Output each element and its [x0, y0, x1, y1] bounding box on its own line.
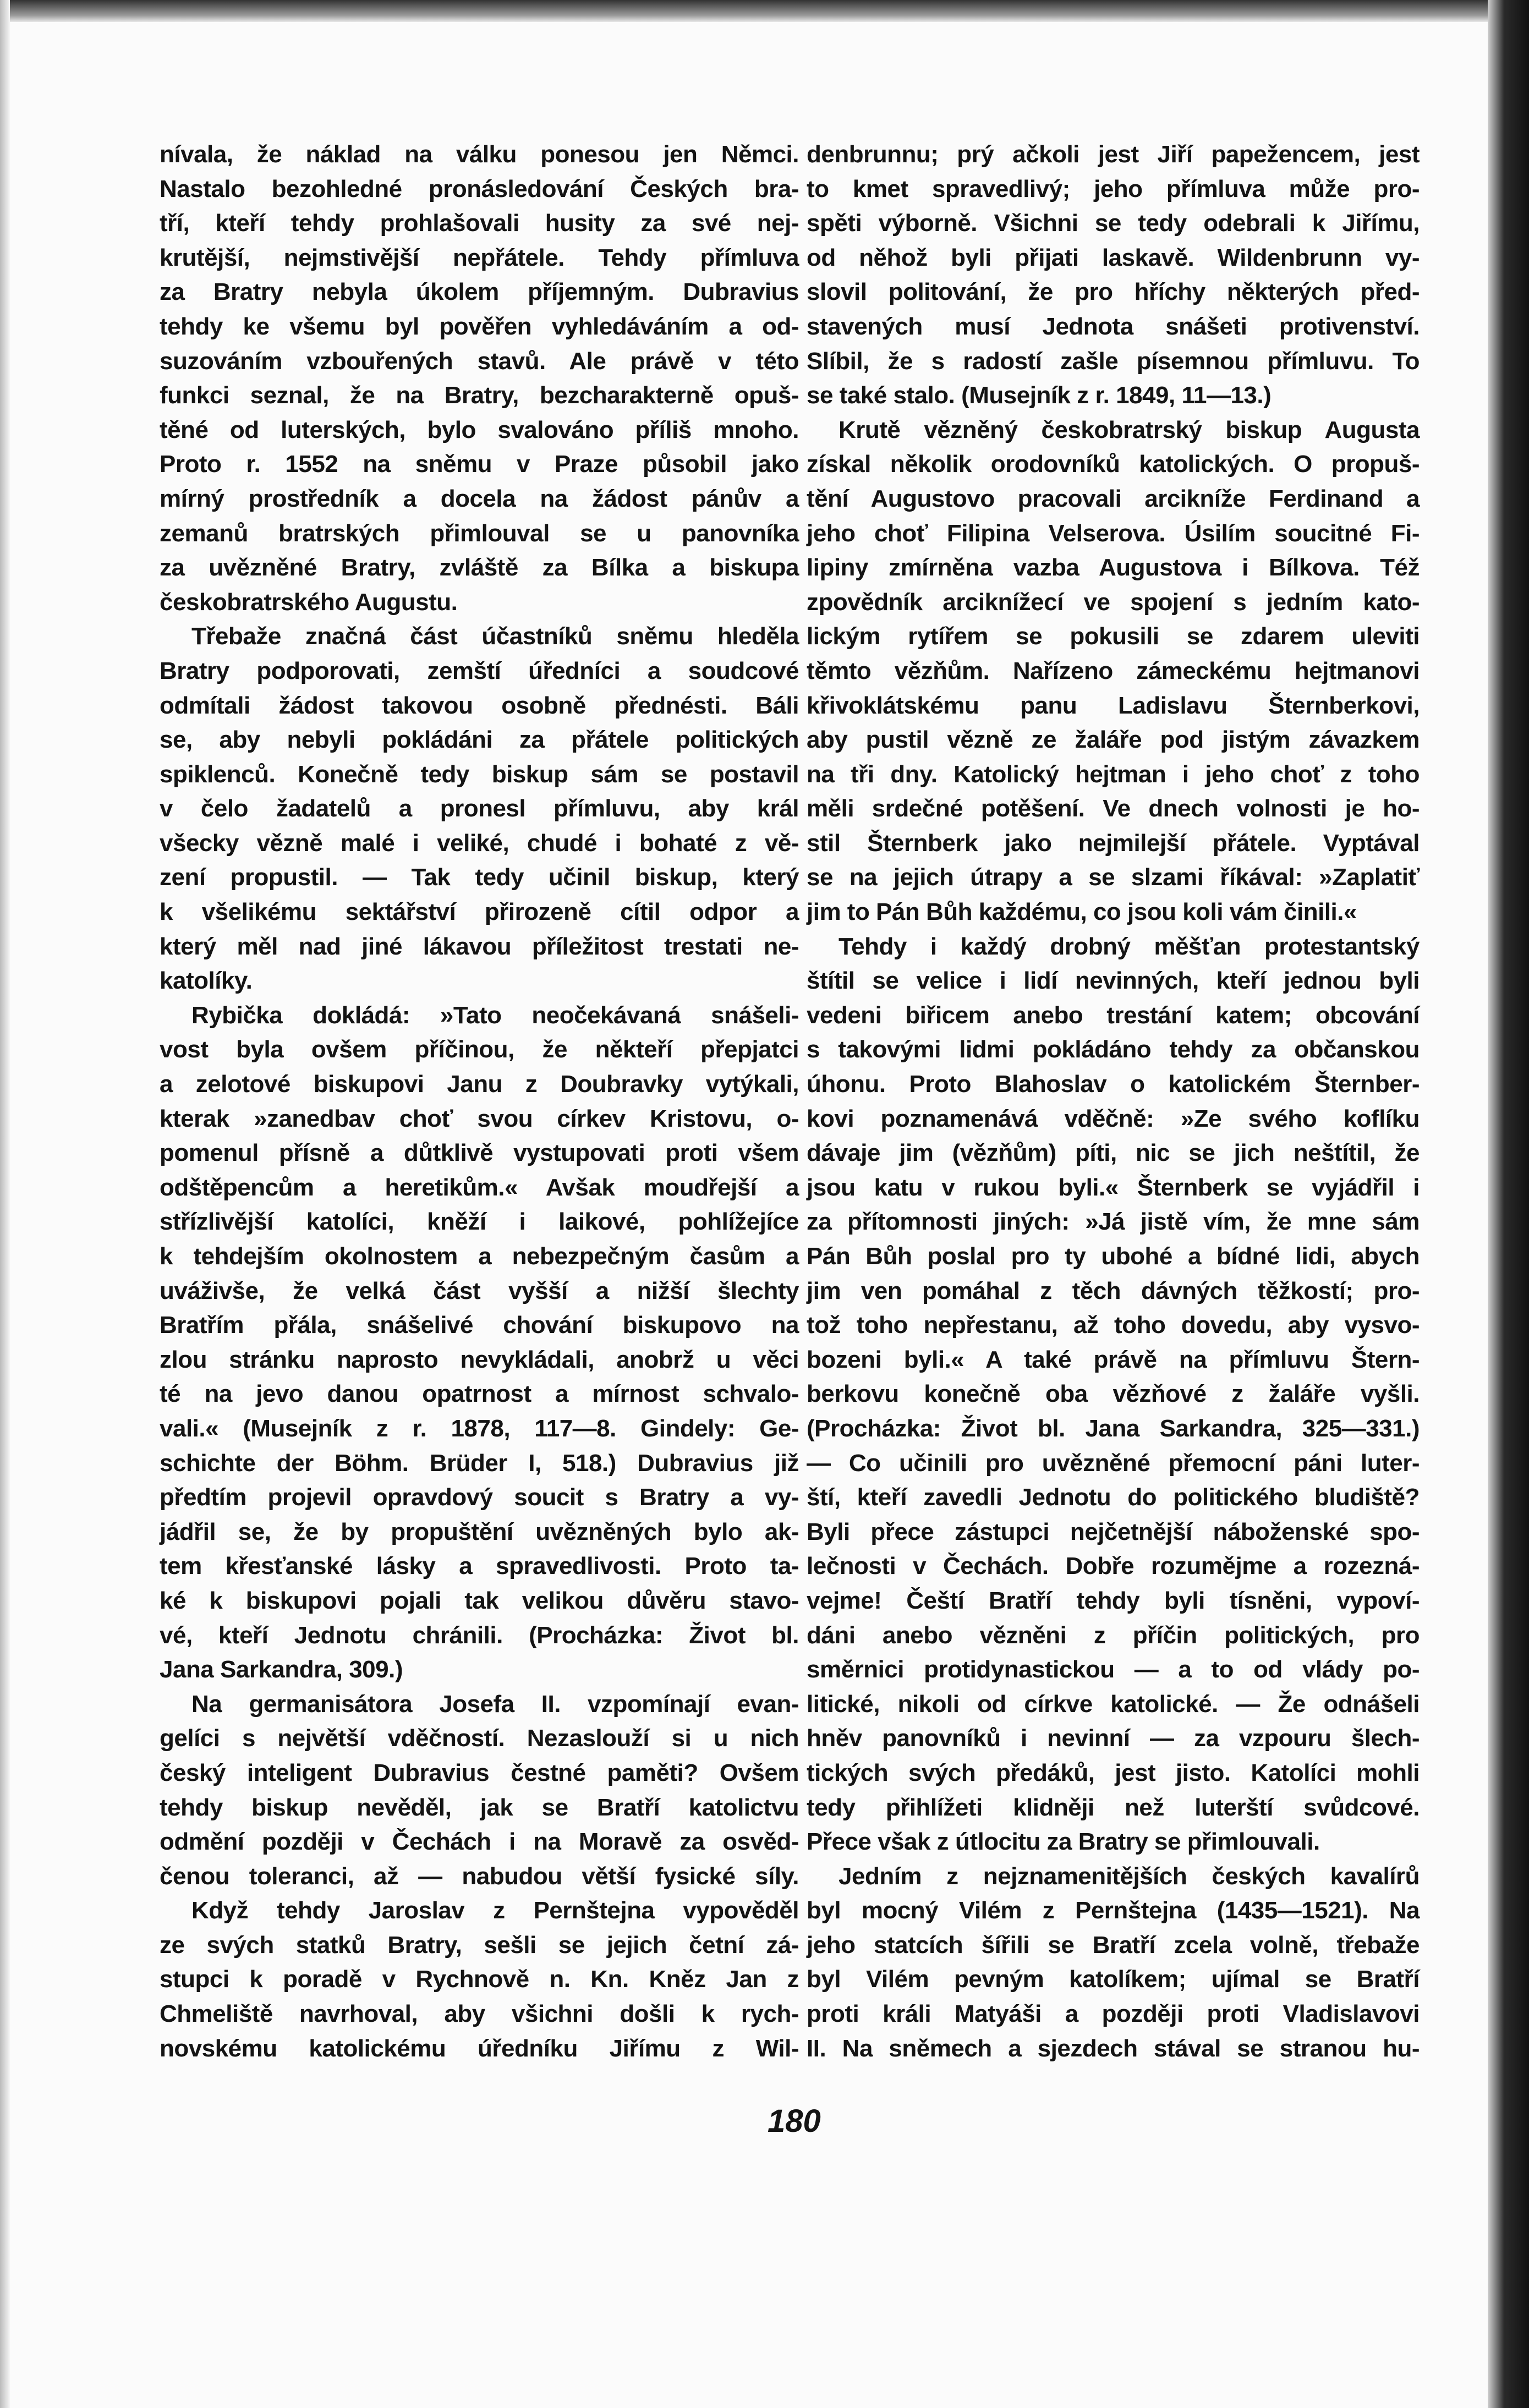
left-text-column — [160, 138, 799, 2066]
text-line: k tehdejším okolnostem a nebezpečným časům a — [160, 1243, 799, 1270]
text-line: Pán Bůh poslal pro ty ubohé a bídné lidi, abych — [807, 1243, 1420, 1270]
text-line: suzováním vzbouřených stavů. Ale právě v této — [160, 347, 799, 375]
text-line: vejme! Čeští Bratří tehdy byli tísněni, vypoví- — [807, 1587, 1420, 1614]
text-line: předtím projevil opravdový soucit s Bratry a vy- — [160, 1484, 799, 1511]
text-line: odmění později v Čechách i na Moravě za osvěd- — [160, 1828, 799, 1856]
text-line: zpovědník arciknížecí ve spojení s jedním kato- — [807, 588, 1420, 616]
text-line: dáni anebo vězněni z příčin politických, pro — [807, 1621, 1420, 1649]
text-line: úhonu. Proto Blahoslav o katolickém Šternber- — [807, 1071, 1420, 1098]
text-line: to kmet spravedlivý; jeho přímluva může pro- — [807, 175, 1420, 202]
text-line: vé, kteří Jednotu chránili. (Procházka: Život bl. — [160, 1621, 799, 1649]
text-line: gelíci s největší vděčností. Nezaslouží si u nich — [160, 1725, 799, 1752]
text-line: (Procházka: Život bl. Jana Sarkandra, 325—331.) — [807, 1414, 1420, 1442]
text-line: jeho choť Filipina Velserova. Úsilím soucitné Fi- — [807, 519, 1420, 547]
text-line: se, aby nebyli pokládáni za přátele politických — [160, 726, 799, 754]
text-line: Rybička dokládá: »Tato neočekávaná snášeli- — [191, 1001, 799, 1029]
text-line: od něhož byli přijati laskavě. Wildenbrunn vy- — [807, 244, 1420, 271]
text-line: odmítali žádost takovou osobně přednésti. Báli — [160, 692, 799, 719]
text-line: uváživše, že velká část vyšší a nižší šlechty — [160, 1277, 799, 1304]
text-line: Nastalo bezohledné pronásledování Českých bra- — [160, 175, 799, 202]
page-number: 180 — [768, 2103, 821, 2139]
text-line: směrnici protidynastickou — a to od vlády po- — [807, 1656, 1420, 1683]
text-line: se také stalo. (Musejník z r. 1849, 11—13.) — [807, 382, 1272, 409]
text-line: tických svých předáků, jest jisto. Katolíci mohli — [807, 1759, 1420, 1786]
text-line: Přece však z útlocitu za Bratry se přimlouvali. — [807, 1828, 1320, 1856]
text-line: Jedním z nejznamenitějších českých kavalírů — [839, 1862, 1420, 1890]
scan-top-edge — [0, 0, 1529, 22]
text-line: Proto r. 1552 na sněmu v Praze působil jako — [160, 451, 799, 478]
text-line: aby pustil vězně ze žaláře pod jistým závazkem — [807, 726, 1420, 754]
text-line: spěti výborně. Všichni se tedy odebrali k Jiřímu, — [807, 210, 1420, 237]
text-line: se na jejich útrapy a se slzami říkával: »Zaplatiť — [807, 864, 1420, 891]
text-line: za Bratry nebyla úkolem příjemným. Dubravius — [160, 278, 799, 306]
text-line: katolíky. — [160, 967, 253, 995]
text-line: ští, kteří zavedli Jednotu do politického bludiště? — [807, 1484, 1420, 1511]
text-line: Bratry podporovati, zemští úředníci a soudcové — [160, 657, 799, 684]
text-line: čenou toleranci, až — nabudou větší fysické síly. — [160, 1862, 799, 1890]
text-line: byl mocný Vilém z Pernštejna (1435—1521). Na — [807, 1897, 1420, 1924]
text-line: proti králi Matyáši a později proti Vladislavovi — [807, 2000, 1420, 2028]
text-line: na tři dny. Katolický hejtman i jeho choť z toho — [807, 760, 1420, 788]
text-line: dávaje jim (vězňům) píti, nic se jich neštítil, že — [807, 1139, 1420, 1167]
text-line: pomenul přísně a důtklivě vystupovati proti všem — [160, 1139, 799, 1167]
text-line: zení propustil. — Tak tedy učinil biskup, který — [160, 864, 799, 891]
text-line: nívala, že náklad na válku ponesou jen Němci. — [160, 141, 799, 168]
text-line: vost byla ovšem příčinou, že někteří přepjatci — [160, 1036, 799, 1063]
text-line: za uvězněné Bratry, zvláště za Bílka a biskupa — [160, 554, 799, 582]
text-line: Jana Sarkandra, 309.) — [160, 1656, 403, 1683]
text-line: všecky vězně malé i veliké, chudé i bohaté z vě- — [160, 829, 799, 857]
text-line: českobratrského Augustu. — [160, 588, 458, 616]
text-line: slovil politování, že pro hříchy některých před- — [807, 278, 1420, 306]
text-line: Bratřím přála, snášelivé chování biskupovo na — [160, 1312, 799, 1339]
text-line: funkci seznal, že na Bratry, bezcharakterně opuš- — [160, 382, 799, 409]
text-line: II. Na sněmech a sjezdech stával se stranou hu- — [807, 2034, 1420, 2062]
text-line: hněv panovníků i nevinní — za vzpouru šlech- — [807, 1725, 1420, 1752]
text-line: tem křesťanské lásky a spravedlivosti. Proto ta- — [160, 1553, 799, 1580]
text-line: tří, kteří tehdy prohlašovali husity za své nej- — [160, 210, 799, 237]
text-line: Tehdy i každý drobný měšťan protestantský — [839, 933, 1420, 960]
text-line: a zelotové biskupovi Janu z Doubravky vytýkali, — [160, 1071, 799, 1098]
text-line: tedy přihlížeti klidněji než luterští svůdcové. — [807, 1793, 1420, 1821]
text-line: té na jevo danou opatrnost a mírnost schvalo- — [160, 1380, 799, 1408]
text-line: za přítomnosti jiných: »Já jistě vím, že mne sám — [807, 1208, 1420, 1236]
text-line: tění Augustovo pracovali arcikníže Ferdinand a — [807, 485, 1420, 512]
text-line: lickým rytířem se pokusili se zdarem uleviti — [807, 623, 1420, 650]
text-line: Třebaže značná část účastníků sněmu hleděla — [191, 623, 799, 650]
text-line: Krutě vězněný českobratrský biskup Augusta — [839, 416, 1420, 443]
text-line: odštěpencům a heretikům.« Avšak moudřejší a — [160, 1173, 799, 1201]
text-line: Slíbil, že s radostí zašle písemnou přímluvu. To — [807, 347, 1420, 375]
text-line: střízlivější katolíci, kněží i laikové, pohlížejíce — [160, 1208, 799, 1236]
text-line: mírný prostředník a docela na žádost pánův a — [160, 485, 799, 512]
text-line: Byli přece zástupci nejčetnější náboženské spo- — [807, 1518, 1420, 1545]
text-line: k všelikému sektářství přirozeně cítil odpor a — [160, 898, 799, 926]
text-line: spiklenců. Konečně tedy biskup sám se postavil — [160, 760, 799, 788]
text-line: získal několik orodovníků katolických. O propuš- — [807, 451, 1420, 478]
text-line: lečnosti v Čechách. Dobře rozumějme a rozezná- — [807, 1553, 1420, 1580]
text-line: krutější, nejmstivější nepřátele. Tehdy přímluva — [160, 244, 799, 271]
text-line: těné od luterských, bylo svalováno příliš mnoho. — [160, 416, 799, 443]
text-line: jeho statcích šířili se Bratří zcela volně, třebaže — [807, 1931, 1420, 1959]
text-line: křivoklátskému panu Ladislavu Šternberkovi, — [807, 692, 1420, 719]
text-line: schichte der Böhm. Brüder I, 518.) Dubravius již — [160, 1449, 799, 1477]
text-line: kterak »zanedbav choť svou církev Kristovu, o- — [160, 1105, 799, 1132]
text-line: tehdy biskup nevěděl, jak se Bratří katolictvu — [160, 1793, 799, 1821]
text-line: denbrunnu; prý ačkoli jest Jiří papežencem, jest — [807, 141, 1420, 168]
text-line: který měl nad jiné lákavou příležitost trestati ne- — [160, 933, 799, 960]
text-line: jim to Pán Bůh každému, co jsou koli vám činili.« — [807, 898, 1357, 926]
text-line: byl Vilém pevným katolíkem; ujímal se Bratří — [807, 1966, 1420, 1993]
text-line: berkovu konečně oba vězňové z žaláře vyšli. — [807, 1380, 1420, 1408]
text-line: český inteligent Dubravius čestné paměti? Ovšem — [160, 1759, 799, 1786]
text-line: zlou stránku naprosto nevykládali, anobrž u věci — [160, 1346, 799, 1373]
text-line: jádřil se, že by propuštění uvězněných bylo ak- — [160, 1518, 799, 1545]
text-line: vedeni biřicem anebo trestání katem; obcování — [807, 1001, 1420, 1029]
text-line: ze svých statků Bratry, sešli se jejich četní zá- — [160, 1931, 799, 1959]
text-line: jim ven pomáhal z těch dávných těžkostí; pro- — [807, 1277, 1420, 1304]
text-line: Chmeliště navrhoval, aby všichni došli k rych- — [160, 2000, 799, 2028]
text-line: tehdy ke všemu byl pověřen vyhledáváním a od- — [160, 312, 799, 340]
text-line: novskému katolickému úředníku Jiřímu z Wil- — [160, 2034, 799, 2062]
text-line: Když tehdy Jaroslav z Pernštejna vypověděl — [191, 1897, 799, 1924]
text-line: tož toho nepřestanu, až toho dovedu, aby vysvo- — [807, 1312, 1420, 1339]
text-line: vali.« (Musejník z r. 1878, 117—8. Gindely: Ge- — [160, 1414, 799, 1442]
text-line: s takovými lidmi pokládáno tehdy za občanskou — [807, 1036, 1420, 1063]
text-line: stavených musí Jednota snášeti protivenství. — [807, 312, 1420, 340]
text-line: jsou katu v rukou byli.« Šternberk se vyjádřil i — [807, 1173, 1420, 1201]
text-line: měli srdečné potěšení. Ve dnech volnosti je ho- — [807, 795, 1420, 822]
text-line: těmto vězňům. Nařízeno zámeckému hejtmanovi — [807, 657, 1420, 684]
scan-left-edge — [0, 0, 10, 2408]
text-line: lipiny zmírněna vazba Augustova i Bílkova. Též — [807, 554, 1420, 582]
text-line: litické, nikoli od církve katolické. — Že odnášeli — [807, 1690, 1420, 1718]
text-line: — Co učinili pro uvězněné přemocní páni luter- — [807, 1449, 1420, 1477]
text-line: Na germanisátora Josefa II. vzpomínají evan- — [191, 1690, 799, 1718]
text-line: v čelo žadatelů a pronesl přímluvu, aby král — [160, 795, 799, 822]
text-line: bozeni byli.« A také právě na přímluvu Štern- — [807, 1346, 1420, 1373]
text-line: stupci k poradě v Rychnově n. Kn. Kněz Jan z — [160, 1966, 799, 1993]
text-line: stil Šternberk jako nejmilejší přátele. Vyptával — [807, 829, 1420, 857]
scan-right-edge — [1488, 0, 1529, 2408]
text-line: ké k biskupovi pojali tak velikou důvěru stavo- — [160, 1587, 799, 1614]
text-line: zemanů bratrských přimlouval se u panovníka — [160, 519, 799, 547]
right-text-column — [807, 138, 1420, 2066]
text-line: štítil se velice i lidí nevinných, kteří jednou byli — [807, 967, 1420, 995]
text-line: kovi poznamenává vděčně: »Ze svého koflíku — [807, 1105, 1420, 1132]
